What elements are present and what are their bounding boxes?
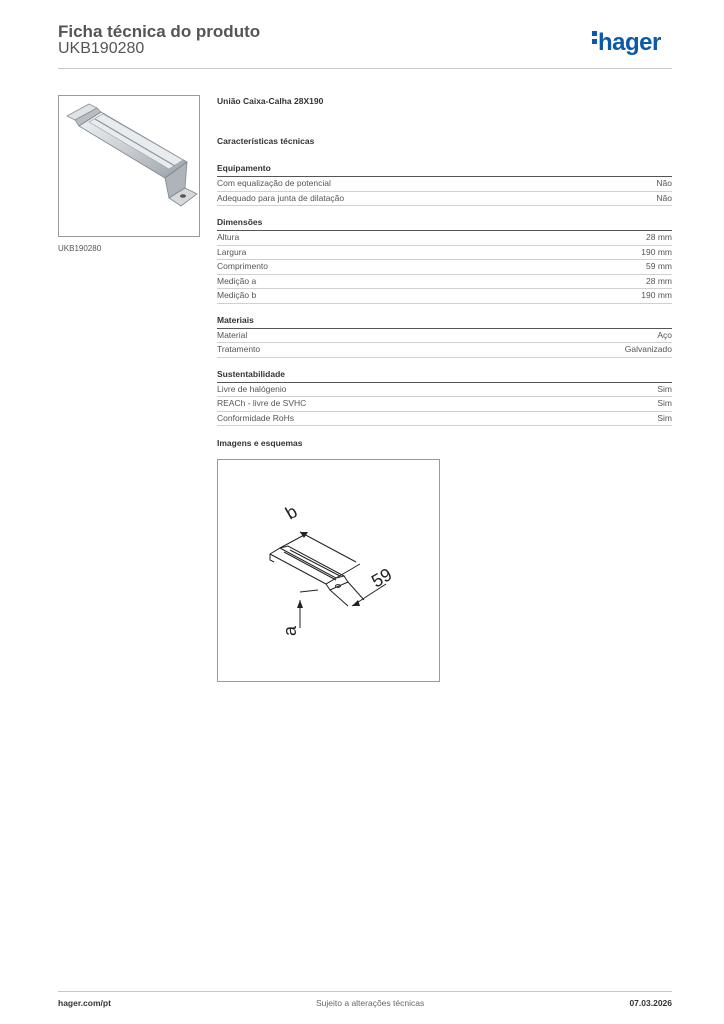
spec-value: 28 mm [646,275,672,286]
spec-row [217,329,672,344]
spec-value: 28 mm [646,232,672,242]
footer-date: 07.03.2026 [629,998,672,1008]
spec-row [217,397,672,412]
spec-value: Não [656,178,672,188]
spec-label: REACh - livre de SVHC [217,398,307,408]
spec-row [217,383,672,398]
spec-content [217,96,672,448]
spec-label: Adequado para junta de dilatação [217,192,345,203]
spec-row [217,231,672,246]
spec-label: Medição b [217,290,257,300]
section-sustentabilidade [217,369,672,427]
images-title: Imagens e esquemas [217,438,303,448]
footer-disclaimer: Sujeito a alterações técnicas [316,998,425,1008]
footer-website-link[interactable]: hager.com/pt [58,998,111,1008]
section-materiais [217,315,672,358]
page-title: Ficha técnica do produto [58,22,261,41]
spec-label: Material [217,329,248,340]
hager-logo [592,28,661,57]
spec-value: 190 mm [641,246,672,257]
dimension-drawing-icon [218,460,439,681]
bracket-photo-icon [59,96,199,236]
spec-value: 59 mm [646,261,672,271]
spec-row [217,289,672,304]
spec-row [217,192,672,207]
spec-label: Largura [217,246,247,257]
product-name: União Caixa-Calha 28X190 [217,96,324,106]
spec-row [217,260,672,275]
footer-divider [58,991,672,992]
section-title: Equipamento [217,163,672,177]
logo-colon-icon [592,28,597,47]
spec-value: Galvanizado [624,344,672,354]
photo-caption: UKB190280 [58,244,102,253]
spec-row [217,275,672,290]
spec-row [217,412,672,427]
spec-row [217,246,672,261]
spec-row [217,177,672,192]
spec-label: Altura [217,232,240,242]
logo-text: hager [598,29,661,56]
spec-value: Sim [657,398,672,408]
spec-value: Sim [657,383,672,394]
technical-drawing [217,459,440,682]
spec-value: Não [656,192,672,203]
spec-row [217,343,672,358]
section-title: Materiais [217,315,672,329]
spec-label: Medição a [217,275,257,286]
section-equipamento [217,163,672,206]
spec-label: Comprimento [217,261,269,271]
spec-value: Aço [657,329,672,340]
dim-label-59: 59 [368,564,396,592]
dim-label-a: a [280,625,300,636]
section-title: Sustentabilidade [217,369,672,383]
spec-value: Sim [657,412,672,423]
spec-label: Livre de halógenio [217,383,287,394]
spec-label: Com equalização de potencial [217,178,331,188]
section-dimensoes [217,217,672,304]
dim-label-b: b [282,501,301,524]
section-title: Dimensões [217,217,672,231]
characteristics-title: Características técnicas [217,136,315,146]
spec-value: 190 mm [641,290,672,300]
header-divider [58,68,672,69]
spec-label: Tratamento [217,344,261,354]
product-code: UKB190280 [58,40,145,57]
product-photo [58,95,200,237]
spec-label: Conformidade RoHs [217,412,295,423]
